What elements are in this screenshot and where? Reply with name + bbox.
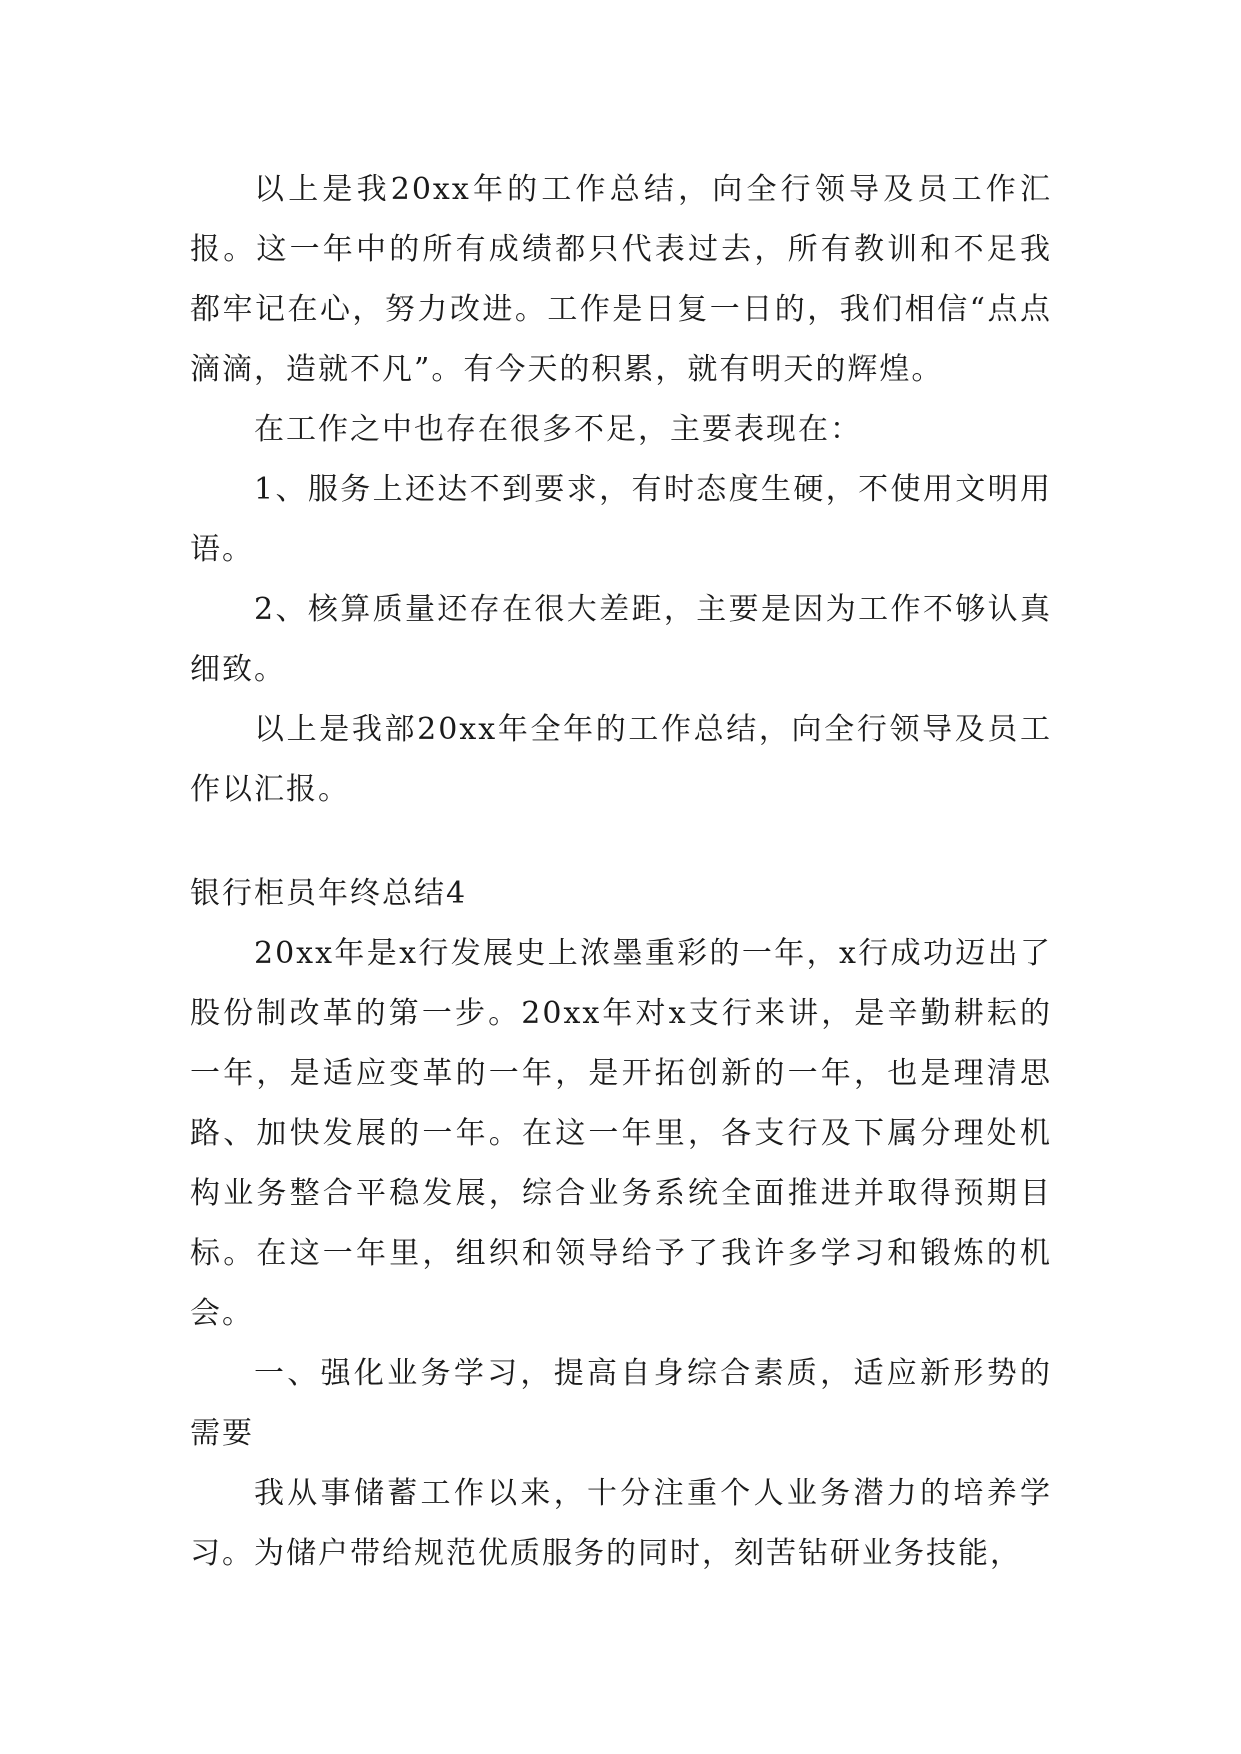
document-body (190, 160, 1052, 1584)
paragraph-study: 我从事储蓄工作以来，十分注重个人业务潜力的培养学习。为储户带给规范优质服务的同时，刻苦钻研业务技能， (190, 1476, 1052, 1571)
paragraph-subheading-1: 一、强化业务学习，提高自身综合素质，适应新形势的需要 (190, 1356, 1052, 1451)
paragraph-summary: 以上是我20xx年的工作总结，向全行领导及员工作汇报。这一年中的所有成绩都只代表过去，所有教训和不足我都牢记在心，努力改进。工作是日复一日的，我们相信“点点滴滴，造就不凡”。有今天的积累，就有明天的辉煌。 (190, 172, 1052, 387)
paragraph-shortcoming-2: 2、核算质量还存在很大差距，主要是因为工作不够认真细致。 (190, 592, 1052, 687)
paragraph-closing: 以上是我部20xx年全年的工作总结，向全行领导及员工作以汇报。 (190, 712, 1052, 807)
section-heading: 银行柜员年终总结4 (190, 876, 468, 911)
paragraph-shortcoming-1: 1、服务上还达不到要求，有时态度生硬，不使用文明用语。 (190, 472, 1052, 567)
paragraph-year-overview: 20xx年是x行发展史上浓墨重彩的一年，x行成功迈出了股份制改革的第一步。20xx年对x支行来讲，是辛勤耕耘的一年，是适应变革的一年，是开拓创新的一年，也是理清思路、加快发展的一年。在这一年里，各支行及下属分理处机构业务整合平稳发展，综合业务系统全面推进并取得预期目标。在这一年里，组织和领导给予了我许多学习和锻炼的机会。 (190, 936, 1052, 1331)
paragraph-shortcomings-intro: 在工作之中也存在很多不足，主要表现在： (254, 412, 862, 447)
